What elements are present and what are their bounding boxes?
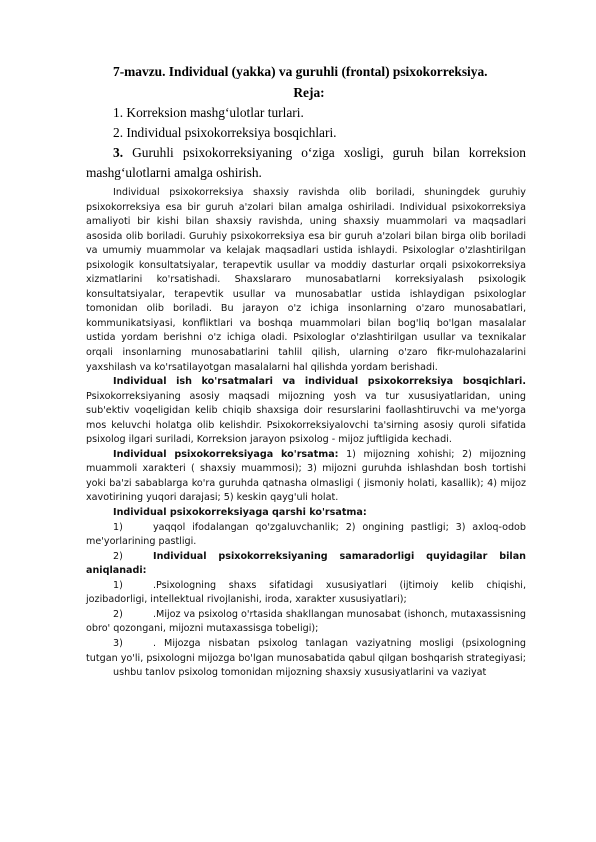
effectiveness-item-2 <box>86 608 526 637</box>
plan-item-2-text: Individual psixokorreksiya bosqichlari. <box>126 125 337 140</box>
plan-heading: Reja: <box>293 85 325 100</box>
effectiveness-heading-item <box>86 550 526 579</box>
plan-item-1-number: 1. <box>113 105 124 120</box>
list-number: 2) <box>113 550 123 562</box>
plan-item-3 <box>86 143 526 183</box>
body-text <box>86 186 526 681</box>
contraindications-item <box>86 521 526 550</box>
plan-item-3-number: 3. <box>113 145 124 160</box>
list-text: yaqqol ifodalangan qo'zgaluvchanlik; 2) ongining pastligi; 3) axloq-odob me'yorlarining pastligi. <box>86 521 526 548</box>
stages-text: Psixokorreksiyaning asosiy maqsadi mijozning yosh va tur xususiyatlaridan, uning sub'ektiv voqeligidan kelib chiqib shaxsiga doir resurslarini faollashtiruvchi va me'yorga mos keluvchi holatga olib kelishdir. Psixokorreksiyalovchi ta'sirning asosiy quroli sifatida psixolog ilgari suriladi, Korreksion jarayon psixolog - mijoz juftligida kechadi. <box>86 390 526 446</box>
plan-item-2-number: 2. <box>113 125 124 140</box>
paragraph-intro: Individual psixokorreksiya shaxsiy ravishda olib boriladi, shuningdek guruhiy psixokorreksiya esa bir guruh a'zolari bilan amalga oshiriladi. Individual psixokorreksiya amaliyoti bir kishi bilan shaxsiy ravishda, uning shaxsiy muammolari va maqsadlari asosida olib boriladi. Guruhiy psixokorreksiya esa bir guruh a'zolari bilan birga olib boriladi va umumiy muammolar va kelajak maqsadlari ustida ishlaydi. Psixologlar o'zlashtirilgan psixologik konsultatsiyalar, terapevtik usullar va moddiy dasturlar orqali psixokorreksiya xizmatlarini ko'rsatishadi. Shaxslararo munosabatlarni korreksiyalash psixologik konsultatsiyalar, terapevtik usullar va munosabatlar ustida ishlaydigan psixologlar tomonidan olib boriladi. Bu jarayon o'z ichiga insonlarning o'zaro munosabatlari, kommunikatsiyasi, konfliktlari va boshqa muammolari bilan bog'liq bo'lgan masalalar ustida yordam berishni o'z ichiga oladi. Psixologlar o'zlashtirilgan usullar va texnikalar orqali insonlarning munosabatlarini tahlil qilish, ularning o'zaro fikr-mulohazalarini yaxshilash va ko'rsatilayotgan masalalarni hal qilishda yordam berishadi. <box>86 187 526 373</box>
list-text: .Mijoz va psixolog o'rtasida shakllangan munosabat (ishonch, mutaxassisning obro' qozongani, mijozni mutaxassisga tobeligi); <box>86 608 526 635</box>
list-text: . Mijozga nisbatan psixolog tanlagan vaziyatning mosligi (psixologning tutgan yo'li, psixologni mijozga bo'lgan munosabatida qabul qilgan boshqarish strategiyasi; <box>86 637 526 664</box>
plan-item-1-text: Korreksion mashg‘ulotlar turlari. <box>126 105 304 120</box>
plan-item-3-text: Guruhli psixokorreksiyaning o‘ziga xosligi, guruh bilan korreksion mashg‘ulotlarni amalga oshirish. <box>86 145 526 180</box>
effectiveness-heading: Individual psixokorreksiyaning samaradorligi quyidagilar bilan aniqlanadi: <box>86 550 526 577</box>
page-title: 7-mavzu. Individual (yakka) va guruhli (frontal) psixokorreksiya. <box>113 64 488 79</box>
contraindications-heading: Individual psixokorreksiyaga qarshi ko'rsatma: <box>113 507 367 519</box>
plan-list <box>86 103 526 183</box>
list-number: 1) <box>113 579 123 591</box>
paragraph-stages <box>86 375 526 448</box>
paragraph-continuation: ushbu tanlov psixolog tomonidan mijozning shaxsiy xususiyatlarini va vaziyat <box>113 667 487 679</box>
list-text: .Psixologning shaxs sifatidagi xususiyatlari (ijtimoiy kelib chiqishi, jozibadorligi, intellektual rivojlanishi, iroda, xarakter xususiyatlari); <box>86 579 526 606</box>
list-number: 2) <box>113 608 123 620</box>
plan-item-1 <box>86 103 526 123</box>
list-number: 1) <box>113 521 123 533</box>
plan-item-2 <box>86 123 526 143</box>
list-number: 3) <box>113 637 123 649</box>
indications-heading: Individual psixokorreksiyaga ko'rsatma: <box>113 448 339 460</box>
effectiveness-item-3 <box>86 637 526 666</box>
effectiveness-item-1 <box>86 579 526 608</box>
indications-text: 1) mijozning xohishi; 2) mijozning muammoli xarakteri ( shaxsiy muammosi); 3) mijozni guruhda ishlashdan bosh tortishi yoki ba'zi sabablarga ko'ra guruhda qatnasha olmasligi ( jismoniy holati, kasallik); 4) mijoz xavotirining yuqori darajasi; 5) keskin qayg'uli holat. <box>86 448 526 504</box>
stages-heading: Individual ish ko'rsatmalari va individual psixokorreksiya bosqichlari. <box>113 376 526 388</box>
paragraph-indications <box>86 448 526 506</box>
